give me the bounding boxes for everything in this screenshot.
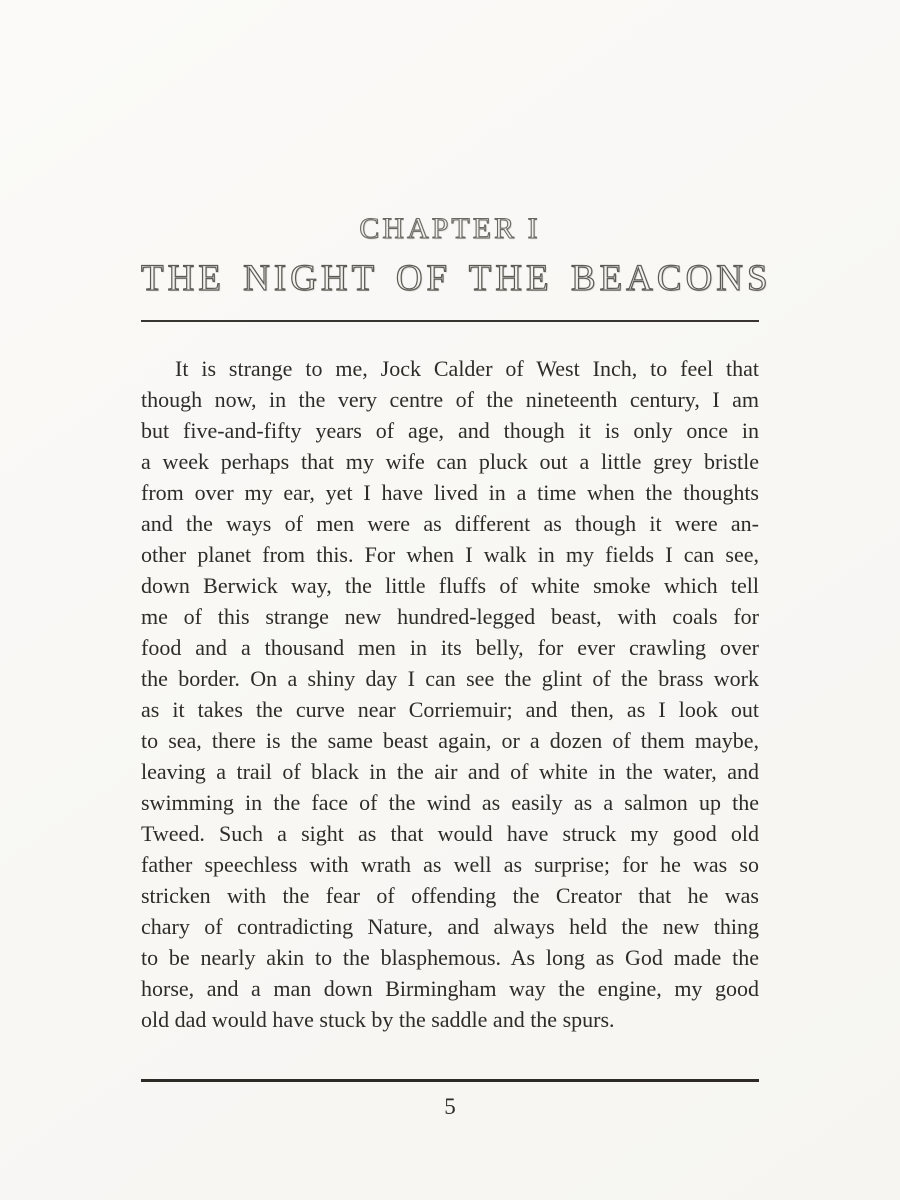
text-line: as it takes the curve near Corriemuir; and then, as I look out (141, 697, 759, 722)
text-line: Tweed. Such a sight as that would have struck my good old (141, 821, 759, 846)
footer-rule (141, 1079, 759, 1082)
text-line: though now, in the very centre of the nineteenth century, I am (141, 387, 759, 412)
text-line: to be nearly akin to the blasphemous. As long as God made the (141, 945, 759, 970)
text-line: father speechless with wrath as well as surprise; for he was so (141, 852, 759, 877)
text-line: horse, and a man down Birmingham way the engine, my good (141, 976, 759, 1001)
text-line: and the ways of men were as different as though it were an- (141, 511, 759, 536)
chapter-title: THE NIGHT OF THE BEACONS (141, 258, 772, 299)
text-line: me of this strange new hundred-legged beast, with coals for (141, 604, 759, 629)
text-line: food and a thousand men in its belly, for ever crawling over (141, 635, 759, 660)
header-rule (141, 320, 759, 322)
text-line: but five-and-fifty years of age, and though it is only once in (141, 418, 759, 443)
text-line: a week perhaps that my wife can pluck out a little grey bristle (141, 449, 759, 474)
text-line: swimming in the face of the wind as easily as a salmon up the (141, 790, 759, 815)
text-line: to sea, there is the same beast again, or a dozen of them maybe, (141, 728, 759, 753)
text-line: old dad would have stuck by the saddle and the spurs. (141, 1007, 615, 1032)
text-line: It is strange to me, Jock Calder of West Inch, to feel that (175, 356, 759, 381)
text-line: stricken with the fear of offending the Creator that he was (141, 883, 759, 908)
text-line: chary of contradicting Nature, and always held the new thing (141, 914, 759, 939)
text-line: leaving a trail of black in the air and of white in the water, and (141, 759, 759, 784)
page-number: 5 (444, 1094, 456, 1119)
text-line: other planet from this. For when I walk in my fields I can see, (141, 542, 759, 567)
chapter-label: CHAPTER I (359, 212, 541, 245)
text-line: from over my ear, yet I have lived in a time when the thoughts (141, 480, 759, 505)
text-line: the border. On a shiny day I can see the glint of the brass work (141, 666, 759, 691)
body-paragraph (141, 353, 759, 1035)
text-line: down Berwick way, the little fluffs of white smoke which tell (141, 573, 759, 598)
page-content-column (141, 212, 772, 1121)
